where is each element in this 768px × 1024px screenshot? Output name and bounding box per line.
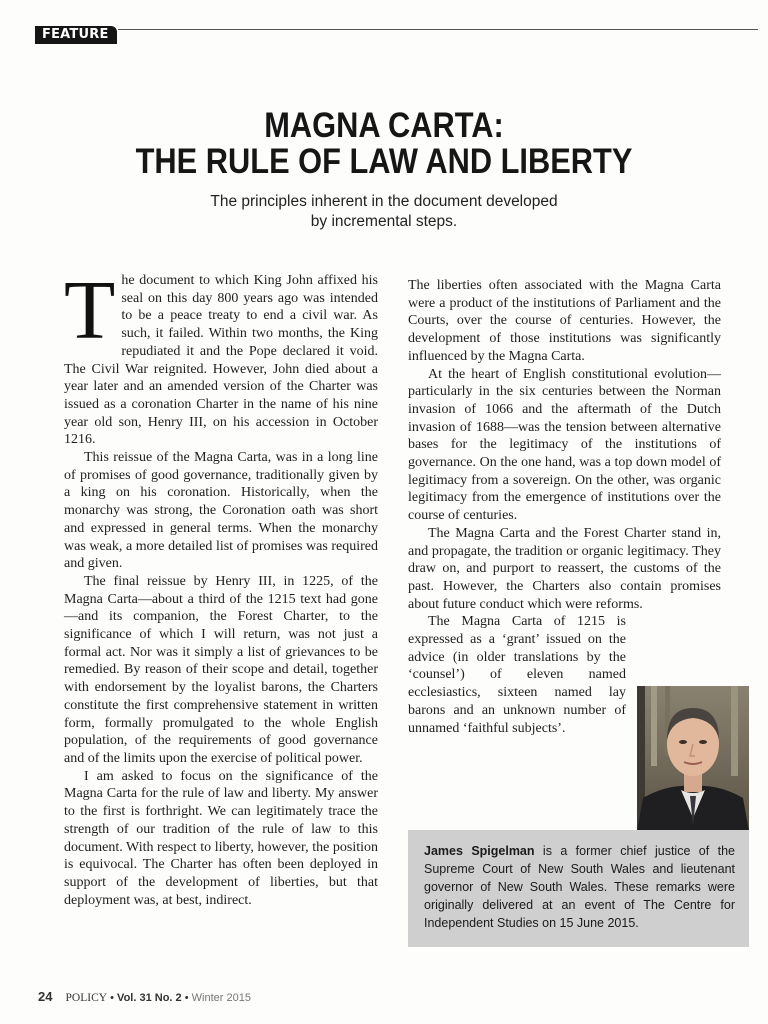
publication-name: POLICY xyxy=(65,992,108,1004)
volume-issue: Vol. 31 No. 2 xyxy=(117,992,182,1004)
paragraph: I am asked to focus on the significance of the Magna Carta for the rule of law and liberty. My answer to the first is forthright. We can legitimately trace the strength of our tradition of the rule of law to this document. With respect to liberty, however, the position is equivocal. The Charter has often been deployed in support of the development of liberties, but that deployment was, at best, indirect. xyxy=(64,768,378,908)
paragraph: At the heart of English constitutional evolution—particularly in the six centuries between the Norman invasion of 1066 and the aftermath of the Dutch invasion of 1688—was the tension between alternative bases for the legitimacy of the institutions of governance. On the one hand, was a top down model of legitimacy from a sovereign. On the other, was organic legitimacy from the emergence of institutions over the course of centuries. xyxy=(408,366,721,524)
footer-separator: • xyxy=(110,992,114,1004)
issue-season: Winter 2015 xyxy=(191,992,251,1004)
right-column xyxy=(408,277,721,737)
article-subtitle xyxy=(0,192,768,232)
top-rule xyxy=(118,29,758,30)
paragraph xyxy=(64,264,378,449)
author-bio-text: is a former chief justice of the Supreme Court of New South Wales and lieutenant governor of New South Wales. These remarks were originally delivered at an event of The Centre for Independent Studies on 15 June 2015. xyxy=(424,844,735,930)
author-photo xyxy=(637,686,749,831)
paragraph: The Magna Carta of 1215 is expressed as a ‘grant’ issued on the advice (in older translations by the ‘counsel’) of eleven named ecclesiastics, sixteen named lay barons and an unknown number of unnamed ‘faithful subjects’. xyxy=(408,614,626,736)
paragraph: The final reissue by Henry III, in 1225, of the Magna Carta—about a third of the 1215 text had gone—and its companion, the Forest Charter, to the significance of which I will return, was not just a formal act. Nor was it simply a list of grievances to be remedied. By reason of their scope and detail, together with endorsement by the loyalist barons, the Charters constitute the first comprehensive statement in written form, formally promulgated to the whole English population, of the requirements of good governance and of the limits upon the exercise of political power. xyxy=(64,573,378,766)
author-bio-box xyxy=(408,830,749,947)
paragraph-text: he document to which King John affixed his seal on this day 800 years ago was intended to be a peace treaty to end a civil war. As such, it failed. Within two months, the King repudiated it and the Pope declared it void. The Civil War reignited. However, John died about a year later and an amended version of the Charter was issued as a coronation Charter in the name of his nine year old son, Henry III, on his accession in October 1216. xyxy=(64,273,378,448)
subtitle-line-2: by incremental steps. xyxy=(310,213,458,230)
section-tag: FEATURE xyxy=(35,26,117,44)
left-column xyxy=(64,264,378,909)
drop-cap: T xyxy=(64,264,116,357)
subtitle-line-1: The principles inherent in the document developed xyxy=(210,193,558,210)
paragraph: The liberties often associated with the Magna Carta were a product of the institutions of Parliament and the Courts, over the course of centuries. However, the development of those institutions was significantly influenced by the Magna Carta. xyxy=(408,278,721,364)
author-name: James Spigelman xyxy=(424,844,535,858)
footer-separator: • xyxy=(184,992,189,1004)
article-title-line-1: MAGNA CARTA: xyxy=(264,106,504,145)
article-title-line-2: THE RULE OF LAW AND LIBERTY xyxy=(135,142,633,181)
paragraph: The Magna Carta and the Forest Charter stand in, and propagate, the tradition or organic legitimacy. They draw on, and purport to reassert, the customs of the past. However, the Charters also contain promises about future conduct which were reforms. xyxy=(408,525,721,612)
page-footer xyxy=(38,989,251,1004)
paragraph: This reissue of the Magna Carta, was in a long line of promises of good governance, traditionally given by a king on his coronation. Historically, when the monarchy was strong, the Coronation oath was short and expressed in general terms. When the monarchy was weak, a more detailed list of promises was required and given. xyxy=(64,450,378,572)
page-number: 24 xyxy=(38,989,53,1004)
